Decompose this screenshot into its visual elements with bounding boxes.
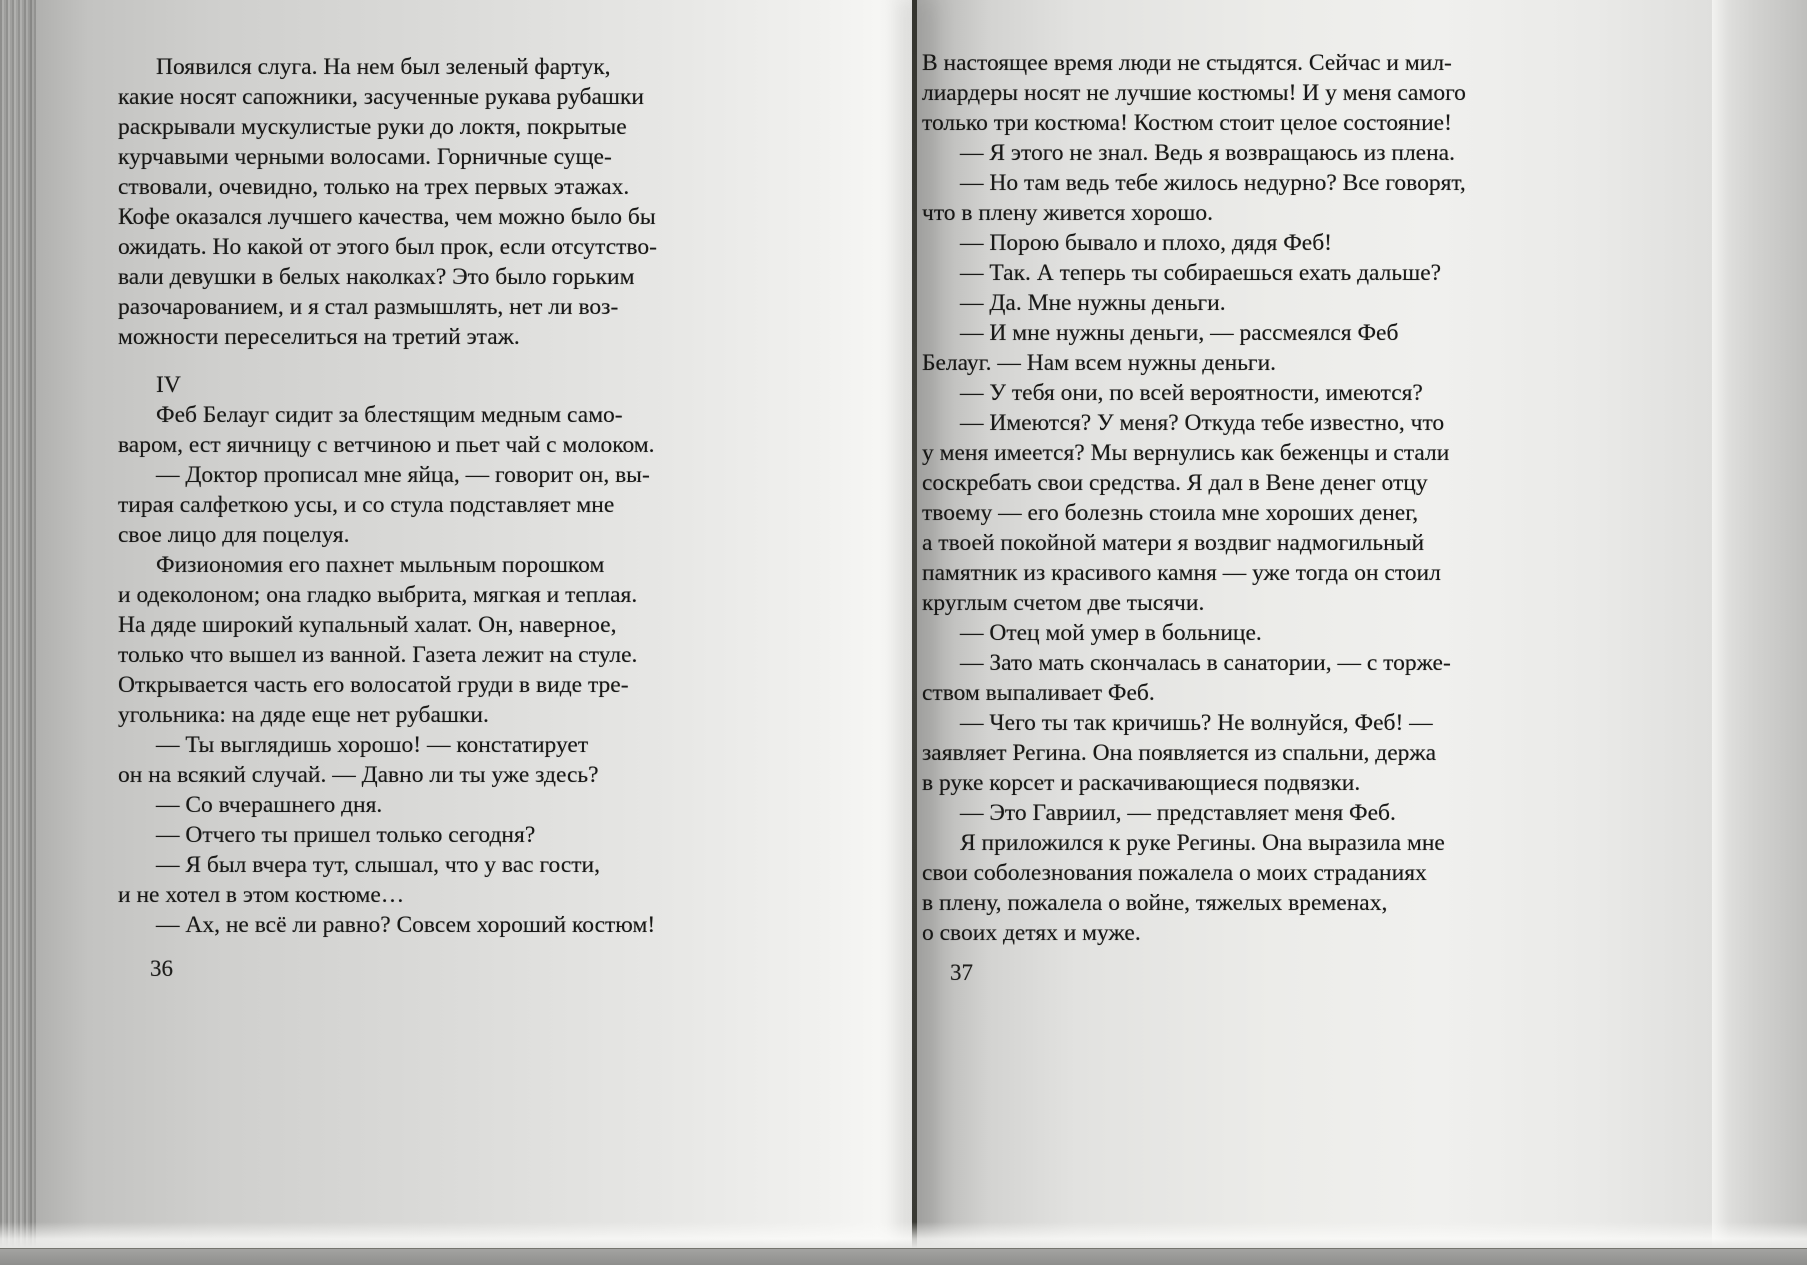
page-stack-edge-left (0, 0, 36, 1248)
page-stack-edge-right (1712, 0, 1807, 1248)
text-line: Кофе оказался лучшего качества, чем можно было бы (118, 204, 656, 230)
section-heading: IV (156, 372, 181, 398)
left-page-text-block (118, 52, 657, 940)
text-line: в руке корсет и раскачивающиеся подвязки. (922, 770, 1361, 796)
text-line: — Зато мать скончалась в санатории, — с торже- (960, 650, 1451, 676)
paragraph-gap (118, 352, 657, 370)
book-bottom-edge (0, 1248, 1807, 1265)
text-line: только что вышел из ванной. Газета лежит на стуле. (118, 642, 638, 668)
page-number-left: 36 (150, 956, 173, 981)
left-page-paragraph-1 (118, 52, 657, 352)
text-line: что в плену живется хорошо. (922, 200, 1214, 226)
text-line: памятник из красивого камня — уже тогда он стоил (922, 560, 1441, 586)
text-line: можности переселиться на третий этаж. (118, 324, 520, 350)
text-line: соскребать свои средства. Я дал в Вене денег отцу (922, 470, 1428, 496)
text-line: а твоей покойной матери я воздвиг надмогильный (922, 530, 1425, 556)
text-line: заявляет Регина. Она появляется из спальни, держа (922, 740, 1437, 766)
left-page-section-iv-text (118, 400, 657, 940)
page-number-right: 37 (950, 960, 973, 985)
text-line: угольника: на дяде еще нет рубашки. (118, 702, 489, 728)
text-line: разочарованием, и я стал размышлять, нет ли воз- (118, 294, 619, 320)
text-line: — Ах, не всё ли равно? Совсем хороший костюм! (156, 912, 656, 938)
text-line: — Но там ведь тебе жилось недурно? Все говорят, (960, 170, 1466, 196)
text-line: — Чего ты так кричишь? Не волнуйся, Феб! — (960, 710, 1433, 736)
text-line: ством выпаливает Феб. (922, 680, 1155, 706)
text-line: — Да. Мне нужны деньги. (960, 290, 1226, 316)
text-line: — Отчего ты пришел только сегодня? (156, 822, 536, 848)
text-line: Физиономия его пахнет мыльным порошком (156, 552, 605, 578)
text-line: — Со вчерашнего дня. (156, 792, 383, 818)
text-line: вали девушки в белых наколках? Это было горьким (118, 264, 635, 290)
text-line: — У тебя они, по всей вероятности, имеются? (960, 380, 1423, 406)
text-line: — Имеются? У меня? Откуда тебе известно, что (960, 410, 1445, 436)
text-line: — Это Гавриил, — представляет меня Феб. (960, 800, 1396, 826)
right-page-paragraphs (922, 48, 1466, 948)
text-line: и одеколоном; она гладко выбрита, мягкая и теплая. (118, 582, 638, 608)
text-line: свои соболезнования пожалела о моих страданиях (922, 860, 1427, 886)
right-page-text-block (922, 48, 1466, 948)
text-line: — Порою бывало и плохо, дядя Феб! (960, 230, 1333, 256)
text-line: в плену, пожалела о войне, тяжелых временах, (922, 890, 1388, 916)
book-gutter-crease (912, 0, 917, 1248)
text-line: Я приложился к руке Регины. Она выразила мне (960, 830, 1445, 856)
text-line: Открывается часть его волосатой груди в виде тре- (118, 672, 629, 698)
text-line: твоему — его болезнь стоила мне хороших денег, (922, 500, 1419, 526)
text-line: Белауг. — Нам всем нужны деньги. (922, 350, 1277, 376)
text-line: курчавыми черными волосами. Горничные суще- (118, 144, 612, 170)
text-line: — Доктор прописал мне яйца, — говорит он, вы- (156, 462, 650, 488)
text-line: На дяде широкий купальный халат. Он, наверное, (118, 612, 617, 638)
text-line: В настоящее время люди не стыдятся. Сейчас и мил- (922, 50, 1452, 76)
text-line: тирая салфеткою усы, и со стула подставляет мне (118, 492, 615, 518)
page-bottom-curl-highlight (0, 1222, 1807, 1248)
text-line: — Так. А теперь ты собираешься ехать дальше? (960, 260, 1442, 286)
text-line: какие носят сапожники, засученные рукава рубашки (118, 84, 645, 110)
text-line: раскрывали мускулистые руки до локтя, покрытые (118, 114, 627, 140)
text-line: и не хотел в этом костюме… (118, 882, 405, 908)
text-line: — Я был вчера тут, слышал, что у вас гости, (156, 852, 600, 878)
text-line: свое лицо для поцелуя. (118, 522, 350, 548)
text-line: — И мне нужны деньги, — рассмеялся Феб (960, 320, 1399, 346)
text-line: он на всякий случай. — Давно ли ты уже здесь? (118, 762, 599, 788)
text-line: ствовали, очевидно, только на трех первых этажах. (118, 174, 630, 200)
text-line: — Я этого не знал. Ведь я возвращаюсь из плена. (960, 140, 1455, 166)
text-line: Феб Белауг сидит за блестящим медным само- (156, 402, 623, 428)
text-line: лиардеры носят не лучшие костюмы! И у меня самого (922, 80, 1466, 106)
text-line: ожидать. Но какой от этого был прок, если отсутство- (118, 234, 657, 260)
text-line: круглым счетом две тысячи. (922, 590, 1205, 616)
text-line: только три костюма! Костюм стоит целое состояние! (922, 110, 1452, 136)
text-line: — Отец мой умер в больнице. (960, 620, 1262, 646)
text-line: варом, ест яичницу с ветчиною и пьет чай с молоком. (118, 432, 655, 458)
text-line: — Ты выглядишь хорошо! — констатирует (156, 732, 589, 758)
text-line: о своих детях и муже. (922, 920, 1141, 946)
text-line: Появился слуга. На нем был зеленый фартук, (156, 54, 611, 80)
text-line: у меня имеется? Мы вернулись как беженцы и стали (922, 440, 1450, 466)
